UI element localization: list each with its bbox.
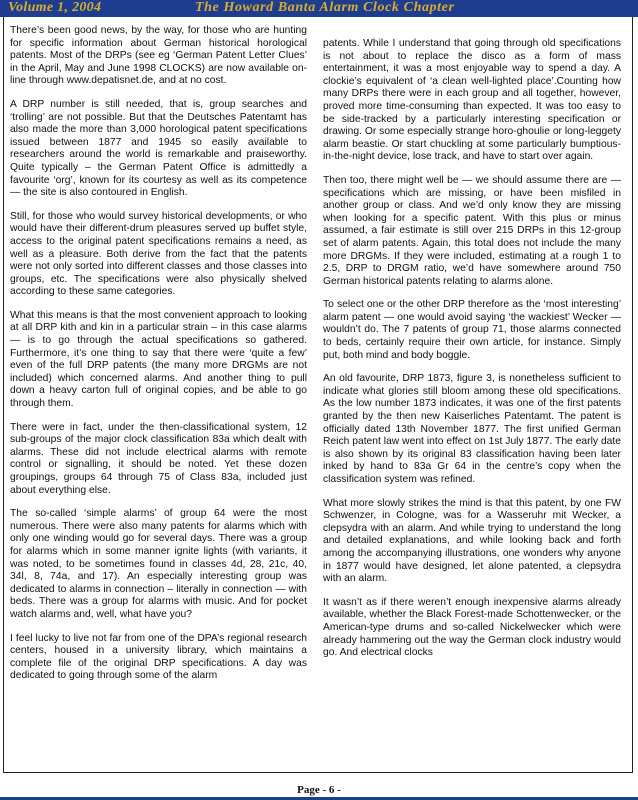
paragraph: It wasn’t as if there weren’t enough inexpensive alarms already available, whether the Black Forest-made Schottenwecker, or the American-type drums and so-called Nickelwecker which were already hammering out the way the German clock industry would go. And electrical clocks: [323, 596, 621, 659]
chapter-title: The Howard Banta Alarm Clock Chapter: [195, 0, 455, 15]
paragraph: patents. While I understand that going through old specifications is not about to replace the disco as a form of mass entertainment, it was a most enjoyable way to spend a day. A clockie’s equivalent of ‘a clean well-lighted place’.Counting how many DRPs there were in each group and all together, however, proved more time-consuming than expected. It was too easy to be side-tracked by a particularly interesting specification or drawing. Or some especially strange horo-ghoulie or long-leggety alarm beastie. Or start chuckling at some particularly bumptious-in-the-night device, lose track, and have to start over again.: [323, 38, 621, 163]
volume-label: Volume 1, 2004: [8, 0, 102, 15]
paragraph: An old favourite, DRP 1873, figure 3, is nonetheless sufficient to indicate what glories still bloom among these old specifications. As the low number 1873 indicates, it was one of the first patents granted by the then new Kaiserliches Patentamt. The patent is officially dated 13th November 1877. The first unified German Reich patent law went into effect on 1st July 1877. The early date is also shown by its original 83 classification having been later inked by hand to 83a Gr 64 in the centre’s copy when the classification system was refined.: [323, 373, 621, 485]
page-number: Page - 6 -: [297, 784, 341, 796]
paragraph: Then too, there might well be — we should assume there are — specifications which are missing, or have been misfiled in another group or class. And we’d only know they are missing when looking for a specific patent. With this plus or minus assumed, a fair estimate is still over 215 DRPs in this 12-group set of alarm patents. Again, this total does not include the many more DRGMs. If they were included, estimating at a rough 1 to 2.5, DRP to DRGM ratio, we’d have somewhere around 750 German historical patents relating to alarms alone.: [323, 174, 621, 287]
left-column: [10, 25, 307, 694]
paragraph: The so-called ‘simple alarms’ of group 64 were the most numerous. There were also many patents for alarms which with only one winding would go for several days. There was a group for alarms which in some manner ignite lights (with variants, it was noted, to be sometimes found in classes 4d, 28, 21c, 40, 34l, 8, 74a, and 17). An especially interesting group was dedicated to alarms in connection – literally in connection — with beds. There was a group for alarms with music. And for pocket watch alarms and, well, what have you?: [10, 508, 307, 620]
paragraph: Still, for those who would survey historical developments, or who would have their different-drum pleasures served up buffet style, access to the original patent specifications remains a need, as well as a pleasure. Both derive from the fact that the patents were not only sorted into different classes and those classes into groups, etc. The specifications were also physically shelved according to these same categories.: [10, 210, 307, 298]
paragraph: There were in fact, under the then-classificational system, 12 sub-groups of the major clock classification 83a which dealt with alarms. These did not include electrical alarms with remote control or signalling, it should be noted. Yet these dozen groupings, groups 64 through 75 of Class 83a, included just about everything else.: [10, 421, 307, 496]
paragraph: What more slowly strikes the mind is that this patent, by one FW Schwenzer, in Cologne, was for a Wasseruhr mit Wecker, a clepsydra with an alarm. And while trying to understand the long and detailed explanations, and while looking back and forth among the accompanying illustrations, one wonders why anyone in 1877 would have designed, let alone patented, a clepsydra with an alarm.: [323, 497, 621, 585]
right-column: [323, 38, 621, 671]
paragraph: To select one or the other DRP therefore as the ‘most interesting’ alarm patent — one would avoid saying ‘the wackiest’ Wecker — wouldn’t do. The 7 patents of group 71, those alarms connected to beds, certainly require their own article, for instance. Simply put, both mind and body boggle.: [323, 299, 621, 361]
paragraph: I feel lucky to live not far from one of the DPA’s regional research centers, housed in a university library, which maintains a complete file of the original DRP specifications. A day was dedicated to going through some of the alarm: [10, 632, 307, 682]
paragraph: There’s been good news, by the way, for those who are hunting for specific information about German historical horological patents. Most of the DRPs (see eg ‘German Patent Letter Clues’ in the April, May and June 1998 CLOCKS) are now available on-line through www.depatisnet.de, and at no cost.: [10, 25, 307, 87]
paragraph: A DRP number is still needed, that is, group searches and ‘trolling’ are not possible. But that the Deutsches Patentamt has also made the more than 3,000 horological patent specifications issued between 1877 and 1945 so easily available to researchers around the world is remarkable and praiseworthy. Quite typically – the German Patent Office is admittedly a favourite ‘org’, known for its courtesy as well as its competence — the site is also contoured in English.: [10, 98, 307, 199]
page-header: [0, 0, 638, 17]
paragraph: What this means is that the most convenient approach to looking at all DRP kith and kin in a particular strain – in this case alarms — is to go through the actual specifications so gathered. Furthermore, it’s one thing to say that there were ‘quite a few’ even of the full DRP patents (the many more DRGMs are not included) which concerned alarms. And another thing to pull down a heavy carton full of original copies, and be able to go through them.: [10, 309, 307, 410]
